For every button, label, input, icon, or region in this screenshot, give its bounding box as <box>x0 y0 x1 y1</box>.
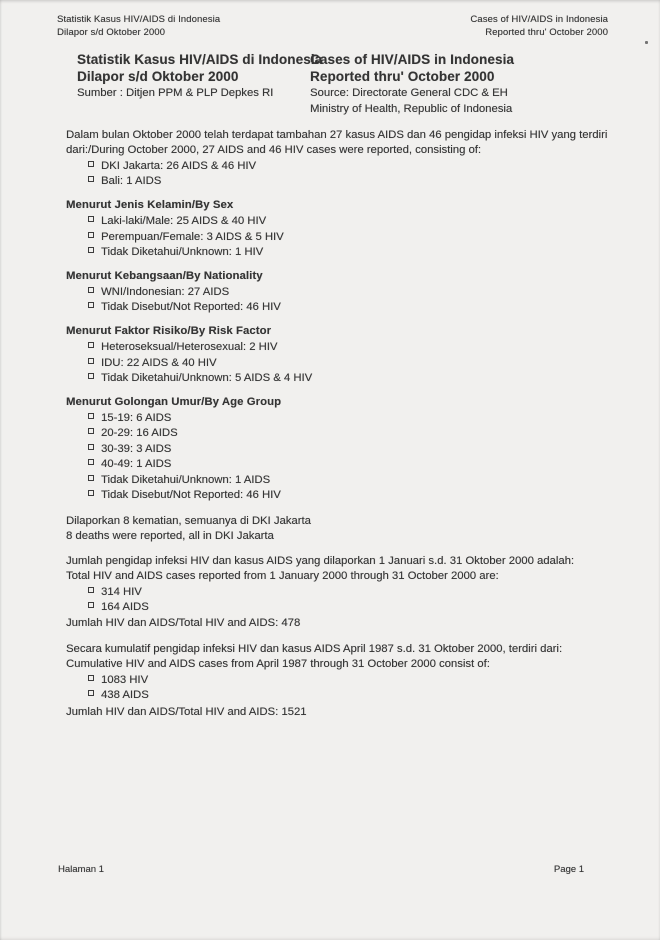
list-item-text: 1083 HIV <box>101 673 149 686</box>
source-en-line1: Source: Directorate General CDC & EH <box>310 87 508 99</box>
square-bullet-icon <box>88 690 94 696</box>
list-item <box>66 214 620 229</box>
list-item <box>66 585 620 600</box>
intro-list <box>66 159 620 190</box>
list-item <box>66 174 620 189</box>
list-item-text: 314 HIV <box>101 585 142 598</box>
list-item <box>66 688 620 703</box>
year-to-date-list <box>66 585 620 616</box>
section-list-by-sex <box>66 214 620 260</box>
list-item <box>66 159 620 174</box>
title-block <box>77 52 660 116</box>
document-content <box>0 52 660 720</box>
square-bullet-icon <box>88 413 94 419</box>
title-column-indonesian <box>77 52 323 116</box>
list-item-text: 15-19: 6 AIDS <box>101 412 172 425</box>
running-header-left-line2: Dilapor s/d Oktober 2000 <box>57 27 166 38</box>
list-item <box>66 285 620 300</box>
document-title-en-line2: Reported thru' October 2000 <box>310 68 495 84</box>
intro-line1: Dalam bulan Oktober 2000 telah terdapat tambahan 27 kasus AIDS dan 46 pengidap infeksi HIV yang terdiri <box>66 129 608 141</box>
document-title-en-line1: Cases of HIV/AIDS in Indonesia <box>310 52 515 67</box>
ytd-line-en: Total HIV and AIDS cases reported from 1 January 2000 through 31 October 2000 are: <box>66 569 499 582</box>
list-item-text: Laki-laki/Male: 25 AIDS & 40 HIV <box>101 215 267 228</box>
square-bullet-icon <box>88 459 94 465</box>
ytd-line-id: Jumlah pengidap infeksi HIV dan kasus AIDS yang dilaporkan 1 Januari s.d. 31 Oktober 2000 adalah: <box>66 554 575 567</box>
square-bullet-icon <box>88 342 94 348</box>
cumulative-paragraph <box>66 642 620 672</box>
cumulative-total: Jumlah HIV dan AIDS/Total HIV and AIDS: 1521 <box>66 705 307 718</box>
list-item-text: DKI Jakarta: 26 AIDS & 46 HIV <box>101 160 257 172</box>
list-item-text: Tidak Disebut/Not Reported: 46 HIV <box>101 301 281 314</box>
deaths-line-en: 8 deaths were reported, all in DKI Jakarta <box>66 529 274 542</box>
list-item-text: WNI/Indonesian: 27 AIDS <box>101 286 230 299</box>
section-list-by-nationality <box>66 285 620 316</box>
list-item-text: 438 AIDS <box>101 689 149 702</box>
list-item-text: Tidak Diketahui/Unknown: 5 AIDS & 4 HIV <box>101 372 313 385</box>
section-heading-by-nationality: Menurut Kebangsaan/By Nationality <box>66 269 263 282</box>
square-bullet-icon <box>88 444 94 450</box>
list-item <box>66 600 620 615</box>
running-header-left <box>57 13 220 39</box>
square-bullet-icon <box>88 176 94 182</box>
page-number-english: Page 1 <box>553 864 584 875</box>
section-heading-by-age-group: Menurut Golongan Umur/By Age Group <box>66 395 282 408</box>
list-item <box>66 673 620 688</box>
section-list-by-risk-factor <box>66 340 620 386</box>
page-number-indonesian: Halaman 1 <box>58 864 104 875</box>
source-id-line1: Sumber : Ditjen PPM & PLP Depkes RI <box>77 87 274 99</box>
list-item-text: Tidak Diketahui/Unknown: 1 AIDS <box>101 473 271 486</box>
section-list-by-age-group <box>66 411 620 503</box>
year-to-date-paragraph <box>66 554 620 584</box>
square-bullet-icon <box>88 161 94 167</box>
square-bullet-icon <box>88 232 94 238</box>
list-item-text: Heteroseksual/Heterosexual: 2 HIV <box>101 341 278 354</box>
list-item-text: Perempuan/Female: 3 AIDS & 5 HIV <box>101 230 284 243</box>
list-item-text: 164 AIDS <box>101 600 149 613</box>
running-header-right-line1: Cases of HIV/AIDS in Indonesia <box>470 14 608 25</box>
list-item <box>66 488 620 503</box>
running-header-right-line2: Reported thru' October 2000 <box>485 27 608 38</box>
running-header-right <box>470 13 608 39</box>
intro-paragraph <box>66 128 620 158</box>
cumulative-line-en: Cumulative HIV and AIDS cases from April 1987 through 31 October 2000 consist of: <box>66 657 490 670</box>
document-body <box>66 128 620 720</box>
square-bullet-icon <box>88 302 94 308</box>
cumulative-line-id: Secara kumulatif pengidap infeksi HIV dan kasus AIDS April 1987 s.d. 31 Oktober 2000, terdiri dari: <box>66 642 563 655</box>
list-item <box>66 411 620 426</box>
list-item-text: Bali: 1 AIDS <box>101 175 162 188</box>
deaths-paragraph <box>66 514 620 544</box>
square-bullet-icon <box>88 675 94 681</box>
section-heading-by-risk-factor: Menurut Faktor Risiko/By Risk Factor <box>66 324 272 337</box>
list-item <box>66 473 620 488</box>
section-heading-by-sex: Menurut Jenis Kelamin/By Sex <box>66 198 234 211</box>
list-item <box>66 426 620 441</box>
list-item <box>66 300 620 315</box>
square-bullet-icon <box>88 602 94 608</box>
list-item <box>66 457 620 472</box>
document-title-id-line1: Statistik Kasus HIV/AIDS di Indonesia <box>77 52 323 67</box>
list-item <box>66 356 620 371</box>
list-item <box>66 245 620 260</box>
square-bullet-icon <box>88 247 94 253</box>
square-bullet-icon <box>88 373 94 379</box>
source-en-line2: Ministry of Health, Republic of Indonesia <box>310 102 513 115</box>
square-bullet-icon <box>88 358 94 364</box>
list-item <box>66 230 620 245</box>
title-column-english <box>310 52 514 116</box>
intro-line2: dari:/During October 2000, 27 AIDS and 46 HIV cases were reported, consisting of: <box>66 144 482 156</box>
year-to-date-total: Jumlah HIV dan AIDS/Total HIV and AIDS: 478 <box>66 617 301 630</box>
deaths-line-id: Dilaporkan 8 kematian, semuanya di DKI Jakarta <box>66 514 311 527</box>
list-item-text: 30-39: 3 AIDS <box>101 442 172 455</box>
list-item-text: Tidak Disebut/Not Reported: 46 HIV <box>101 489 281 502</box>
scan-artifact-dot <box>645 41 648 44</box>
running-header-left-line1: Statistik Kasus HIV/AIDS di Indonesia <box>57 14 221 25</box>
cumulative-list <box>66 673 620 704</box>
list-item-text: IDU: 22 AIDS & 40 HIV <box>101 356 217 369</box>
list-item <box>66 442 620 457</box>
list-item-text: 40-49: 1 AIDS <box>101 458 172 471</box>
list-item <box>66 371 620 386</box>
square-bullet-icon <box>88 216 94 222</box>
document-title-id-line2: Dilapor s/d Oktober 2000 <box>77 68 239 84</box>
list-item-text: 20-29: 16 AIDS <box>101 427 178 440</box>
list-item-text: Tidak Diketahui/Unknown: 1 HIV <box>101 246 264 259</box>
square-bullet-icon <box>88 287 94 293</box>
square-bullet-icon <box>88 587 94 593</box>
list-item <box>66 340 620 355</box>
square-bullet-icon <box>88 490 94 496</box>
square-bullet-icon <box>88 428 94 434</box>
square-bullet-icon <box>88 475 94 481</box>
